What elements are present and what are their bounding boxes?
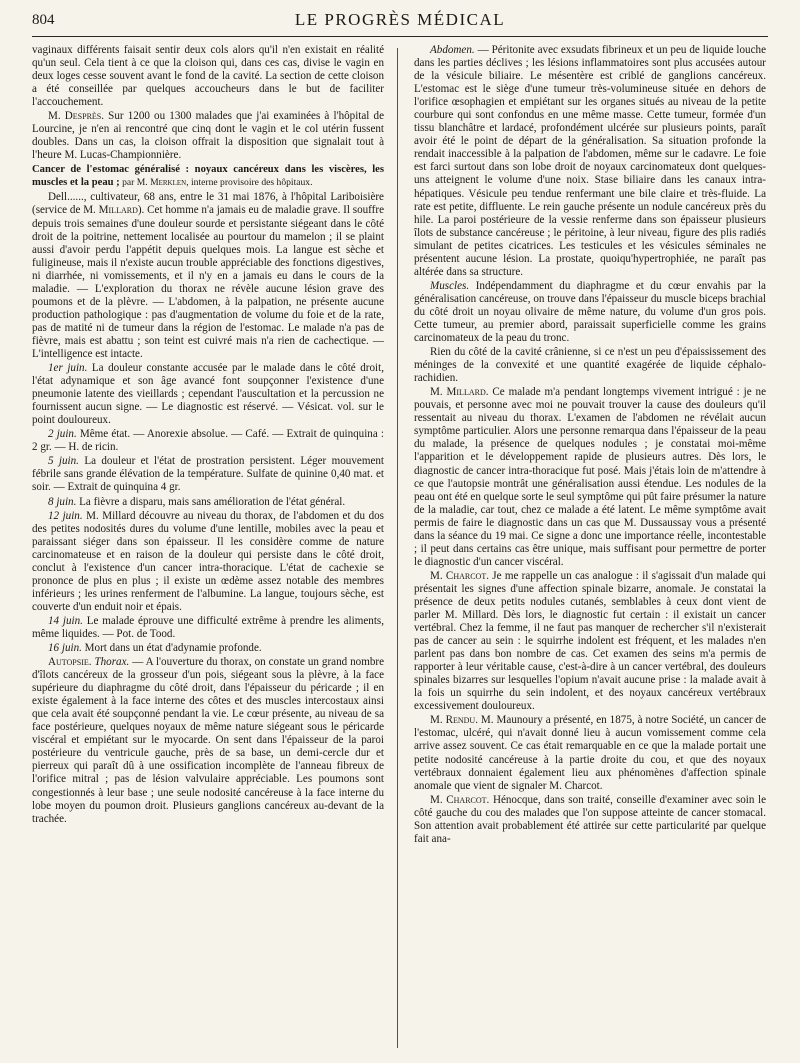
- autopsy-paragraph: [32, 656, 384, 826]
- dated-entry: [32, 496, 384, 509]
- entry-text: M. Millard découvre au niveau du thorax, de l'abdomen et du dos des petites nodosités dures du volume d'une lentille, mobiles avec la peau et paraissant siéger dans son épaisseur. Il les considère comme de nature carcinomateuse et en raison de la douleur qui persiste dans le côté droit, conclut à l'existence d'un cancer intra-thoracique. L'état de cachexie se prononce de plus en plus ; il existe un œdème assez notable des membres inférieurs ; les urines renferment de l'albumine. La langue, toujours sèche, est couverte d'un enduit noir et épais.: [32, 509, 385, 613]
- paragraph-text: Dell......, cultivateur, 68 ans, entre le 31 mai 1876, à l'hôpital Lariboisière (service de M.: [32, 191, 384, 217]
- case-author: Merklen,: [150, 177, 189, 189]
- speaker-name: M. Millard.: [430, 386, 489, 399]
- paragraph: [414, 44, 766, 279]
- page-number: 804: [32, 12, 55, 28]
- section-head: Thorax.: [91, 656, 130, 669]
- left-column: [32, 44, 384, 827]
- entry-date: 5 juin.: [48, 455, 79, 468]
- dated-entry: [32, 428, 384, 454]
- doctor-name: Millard: [98, 204, 138, 217]
- entry-date: 8 juin.: [48, 495, 77, 508]
- section-head: Abdomen.: [430, 44, 475, 56]
- entry-text: Mort dans un état d'adynamie profonde.: [81, 642, 262, 655]
- paragraph: [414, 714, 766, 792]
- entry-date: 12 juin.: [48, 509, 83, 522]
- running-title: LE PROGRÈS MÉDICAL: [294, 10, 506, 29]
- paragraph-text: M. Maunoury a présenté, en 1875, à notre Société, un cancer de l'estomac, ulcéré, qui n'avait donné lieu à aucun vomissement comme cela arrive assez souvent. Ce cas était remarquable en ce que la malade portait une petite nodosité cancéreuse à la partie droite du cou, et que des noyaux vertébraux donnaient également lieu aux phénomènes d'affection spinale anomale que vient de signaler M. Charcot.: [414, 714, 766, 792]
- paragraph-text: Indépendamment du diaphragme et du cœur envahis par la généralisation cancéreuse, on trouve dans l'épaisseur du muscle biceps brachial du côté droit un noyau olivaire de même nature, du volume d'un gros pois. Cette tumeur, au premier abord, paraissait superficielle comme les grains carcinomateux de la peau du tronc.: [414, 279, 766, 345]
- paragraph: Rien du côté de la cavité crânienne, si ce n'est un peu d'épaississement des méninges de la convexité et une quantité exagérée de liquide céphalo-rachidien.: [414, 346, 766, 385]
- paragraph-text: ). Cet homme n'a jamais eu de maladie grave. Il souffre depuis trois semaines d'une douleur sourde et persistante siégeant dans le côté droit de la poitrine, nettement localisée au pourtour du mamelon ; il se plaint aussi d'avoir perdu l'appétit depuis quelques mois. La langue est sèche et fuligineuse, mais il n'existe aucun trouble appréciable des fonctions digestives, ni diarrhée, ni vomissements, et il n'y en a jamais eu dans le cours de la maladie. — L'exploration du thorax ne révèle aucune lésion grave des poumons et de la plèvre. — L'abdomen, à la palpation, ne présente aucune production pathologique : pas d'augmentation de volume du foie et de la rate, pas de matité ni de tumeur dans la région de l'estomac. Le malade n'a pas de fièvre, mais est abattu ; son teint est cuivré mais n'a rien de cachectique. — L'intelligence est intacte.: [32, 204, 384, 360]
- dated-entry: [32, 615, 384, 641]
- paragraph-text: Sur 1200 ou 1300 malades que j'ai examinées à l'hôpital de Lourcine, je n'en ai rencontré que cinq dont le vagin et le col utérin fussent doubles. Dans un cas, la cloison offrait la disposition que signalait tout à l'heure M. Lucas-Championnière.: [32, 110, 385, 162]
- paragraph-text: — Péritonite avec exsudats fibrineux et un peu de liquide louche dans les parties déclives ; les lésions inflammatoires sont plus accusées autour de la vésicule biliaire. Le mésentère est criblé de ganglions cancéreux. L'estomac est le siège d'une tumeur très-volumineuse située en dehors de l'orifice œsophagien et empiétant sur les organes situés au niveau de la petite courbure qui sont confondus en une même masse. Cette tumeur, formée d'un tissu blanchâtre et lardacé, profondément ulcérée sur plusieurs points, paraît avoir été le point de départ de la généralisation. Sa situation profonde la rendait inaccessible à la palpation de l'abdomen, même sur le cadavre. Le foie est farci surtout dans son lobe droit de noyaux carcinomateux dont quelques-uns atteignent le volume d'une noix. Stase biliaire dans les canaux intra-hépatiques. Vésicule peu tendue renfermant une bile claire et très-fluide. La rate est petite, diffluente. Le rein gauche présente un nodule cancéreux près du hile. La paroi postérieure de la vessie renferme dans son épaisseur plusieurs îlots de substance cancéreuse ; le péritoine, à leur niveau, figure des plis radiés simulant de petites cicatrices. Les testicules et les vésicules séminales ne présentent aucune lésion. La prostate, quoiqu'hypertrophiée, ne paraît pas altérée dans sa structure.: [414, 44, 766, 278]
- speaker-name: M. Rendu.: [430, 714, 478, 727]
- page-header: [32, 6, 768, 37]
- entry-date: 1er juin.: [48, 362, 88, 375]
- entry-text: La fièvre a disparu, mais sans amélioration de l'état général.: [76, 495, 346, 508]
- paragraph: [414, 794, 766, 846]
- entry-date: 2 juin.: [48, 428, 77, 441]
- paragraph: [414, 386, 766, 569]
- paragraph: [32, 191, 384, 361]
- case-heading: Cancer de l'estomac généralisé : noyaux cancéreux dans les viscères, les muscles et la peau ;: [32, 164, 384, 189]
- paragraph-text: Je me rappelle un cas analogue : il s'agissait d'un malade qui présentait les signes d'une affection spinale bizarre, anomale. Je constatai la présence de deux petits nodules cutanés, semblables à ceux dont vient de parler M. Millard. Dès lors, le diagnostic fut certain : il existait un cancer vertébral. Chez la femme, il ne faut pas manquer de rechercher s'il n'existerait pas de cancer au sein : le squirrhe indolent est fréquent, et les malades n'en parlent pas dans bon nombre de cas. Cet examen des seins m'a permis de rapporter à leur véritable cause, c'est-à-dire à un cancer vertébral, des douleurs spinales bizarres sur lesquelles l'opium n'avait aucune prise : la malade avait à la fois un squirrhe du sein indolent, et des noyaux cancéreux vertébraux excessivement douloureux.: [414, 569, 766, 713]
- dated-entry: [32, 362, 384, 427]
- paragraph-text: — A l'ouverture du thorax, on constate un grand nombre d'îlots cancéreux de la grosseur d'un pois, siégeant sous la plèvre, à la face supérieure du diaphragme du côté droit, dans l'épaisseur du péricarde ; il en existe également à la face interne des côtes et des muscles intercostaux ainsi que cela avait été soupçonné pendant la vie. Le cœur présente, au niveau de sa face postérieure, quelques noyaux de même nature siégeant sous le péricarde viscéral et empiétant sur le myocarde. On sent dans l'épaisseur de la paroi postérieure du ventricule gauche, près de sa base, un demi-cercle dur et pierreux qui paraît dû à une ossification incomplète de l'anneau fibreux de l'orifice mitral ; pas de lésion valvulaire appréciable. Les poumons sont congestionnés à leur base ; une seule nodosité cancéreuse à la face interne du lobe moyen du poumon droit. Plusieurs ganglions cancéreux au-devant de la trachée.: [32, 656, 384, 825]
- dated-entry: [32, 455, 384, 494]
- paragraph-text: Hénocque, dans son traité, conseille d'examiner avec soin le côté gauche du cou des malades que l'on suppose atteinte de cancer stomacal. Son attention avait probablement été attirée sur cette particularité par quelque fait ana-: [414, 793, 766, 845]
- entry-date: 14 juin.: [48, 614, 83, 627]
- entry-date: 16 juin.: [48, 642, 82, 655]
- entry-text: Même état. — Anorexie absolue. — Café. — Extrait de quinquina : 2 gr. — H. de ricin.: [32, 428, 385, 454]
- case-author-prefix: par M.: [119, 177, 151, 189]
- case-author-role: interne provisoire des hôpitaux.: [188, 177, 313, 189]
- paragraph: [32, 110, 384, 162]
- autopsy-label: Autopsie.: [48, 656, 92, 669]
- speaker-name: M. Charcot.: [430, 569, 489, 582]
- right-column: [414, 44, 766, 847]
- speaker-name: M. Charcot.: [430, 793, 490, 806]
- entry-text: Le malade éprouve une difficulté extrême à prendre les aliments, même liquides. — Pot. de Tood.: [32, 614, 384, 640]
- dated-entry: [32, 510, 384, 614]
- paragraph-text: Ce malade m'a pendant longtemps vivement intrigué : je ne pouvais, et personne avec moi ne pouvait trouver la cause des douleurs qu'il ressentait au niveau du thorax. L'examen de l'abdomen ne révélait aucun symptôme particulier. Alors une personne remarqua dans l'épaisseur de la peau du malade, la présence de quelques nodules ; je constatai moi-même l'apparition et le développement rapide de plusieurs autres. Dès lors, le diagnostic de cancer intra-thoracique fut posé. Mais j'étais loin de m'attendre à ce que l'autopsie montrât une généralisation aussi étendue. Les nodules de la peau ont été en quelque sorte le seul symptôme qui pût faire présumer la nature de la maladie, car tout, chez ce malade a été latent. Le même symptôme avait permis de faire le diagnostic dans un cas que M. Dussaussay vous a présenté dans la séance du 19 mai. Ce signe a donc une importance réelle, incontestable ; il peut dans certains cas être unique, mais suffisant pour permettre de porter le diagnostic d'un cancer viscéral.: [414, 386, 766, 568]
- speaker-name: M. Desprès.: [48, 110, 105, 123]
- paragraph: vaginaux différents faisait sentir deux cols alors qu'il n'en existait en réalité qu'un seul. Cela tient à ce que la cloison qui, dans ces cas, divise le vagin en deux loges cesse souvent avant le fond de la cavité. La section de cette cloison a été conseillée par quelques accoucheurs dans le but de faciliter l'accouchement.: [32, 44, 384, 109]
- case-title: [32, 163, 384, 189]
- column-divider: [397, 48, 398, 1048]
- paragraph: [414, 280, 766, 345]
- entry-text: La douleur constante accusée par le malade dans le côté droit, l'état adynamique et son âge avancé font soupçonner l'existence d'une pneumonie latente des vieillards ; cependant l'auscultation et la percussion ne fournissent aucun signe. — Le diagnostic est réservé. — Vésicat. vol. sur le point douloureux.: [32, 362, 384, 427]
- dated-entry: [32, 642, 384, 655]
- entry-text: La douleur et l'état de prostration persistent. Léger mouvement fébrile sans grande élévation de la température. Sulfate de quinine 0,40 mat. et soir. — Extrait de quinquina 4 gr.: [32, 455, 384, 494]
- section-head: Muscles.: [430, 279, 470, 292]
- paragraph: [414, 570, 766, 714]
